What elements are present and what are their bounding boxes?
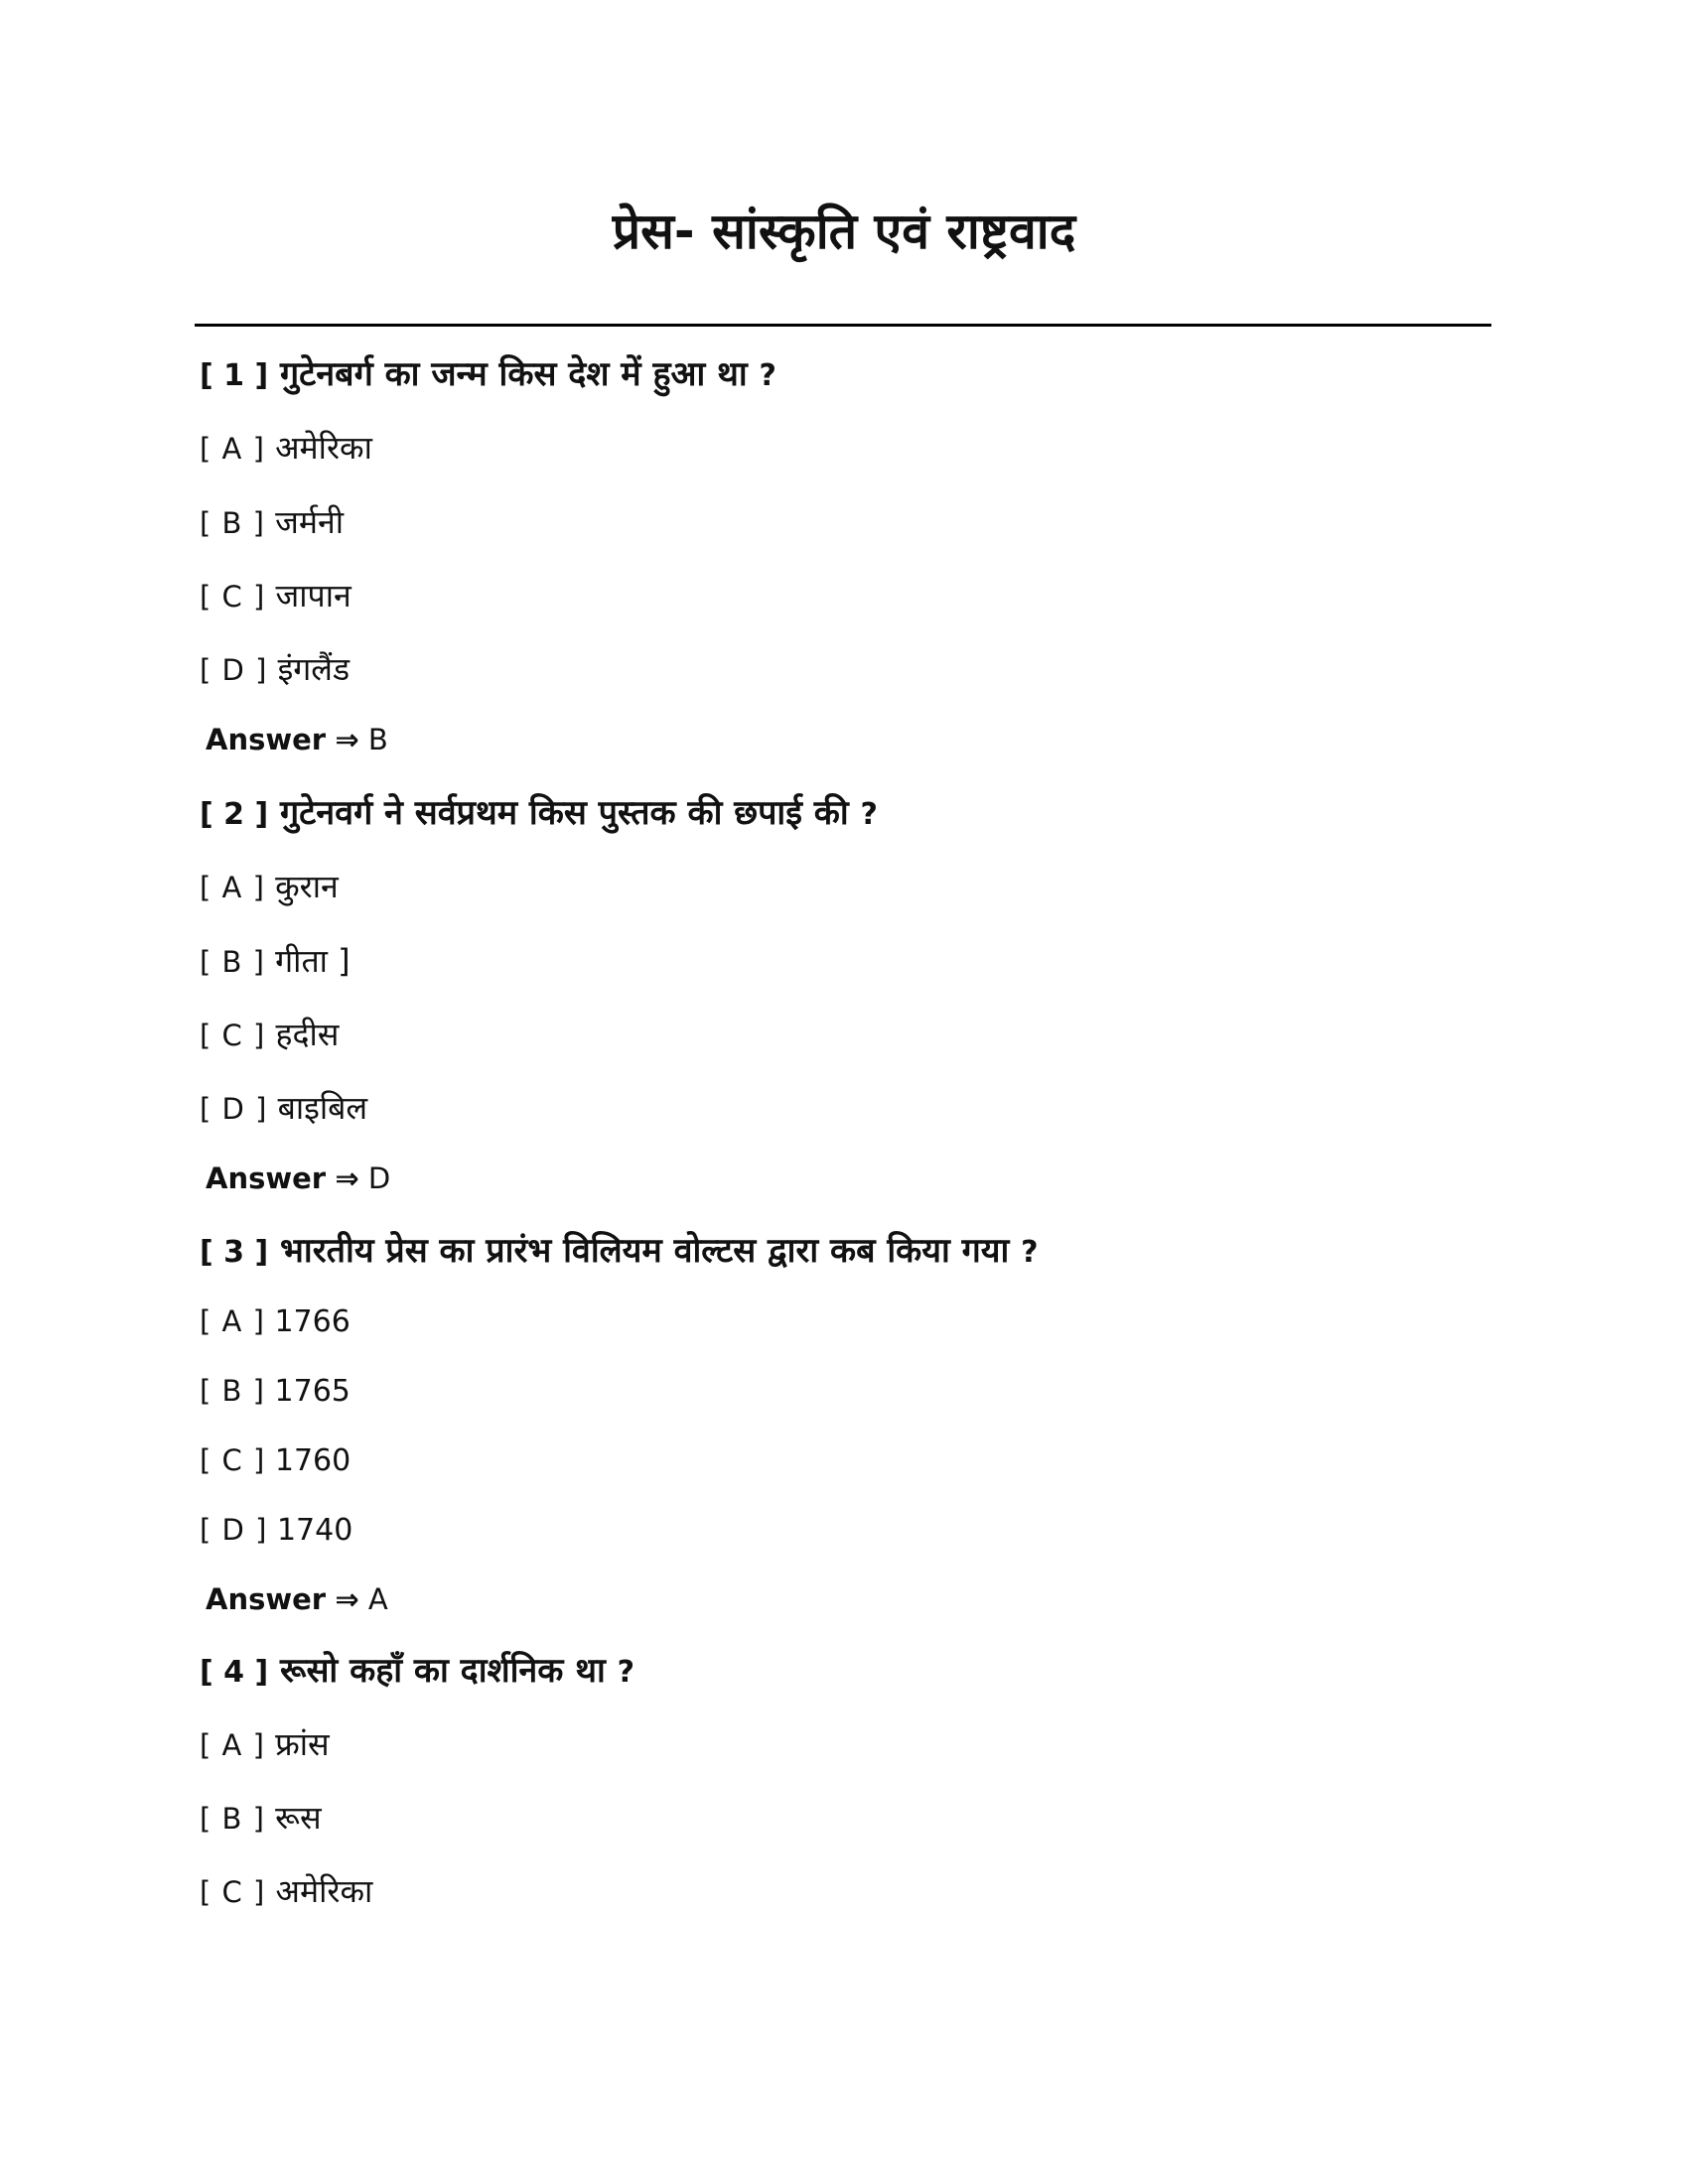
option-2c <box>200 1012 339 1058</box>
option-2d <box>200 1085 367 1132</box>
option-4b <box>200 1795 322 1842</box>
option-1d <box>200 646 350 693</box>
option-text: 1760 <box>274 1443 352 1478</box>
answer-label: Answer <box>206 1161 327 1195</box>
question-mark: ? <box>759 358 776 393</box>
option-marker: [ A ] <box>200 1304 265 1338</box>
option-3d <box>200 1507 352 1554</box>
option-text: फ्रांस <box>275 1725 330 1763</box>
answer-label: Answer <box>206 1582 327 1616</box>
option-4a <box>200 1721 330 1768</box>
question-text: भारतीय प्रेस का प्रारंभ विलियम वोल्टस द्वारा कब किया गया <box>280 1231 1010 1271</box>
option-marker: [ B ] <box>200 506 265 540</box>
question-text: गुटेनवर्ग ने सर्वप्रथम किस पुस्तक की छपाई की <box>280 793 849 833</box>
option-3b <box>200 1368 351 1415</box>
option-text: जर्मनी <box>275 503 345 541</box>
question-text: गुटेनबर्ग का जन्म किस देश में हुआ था <box>280 354 748 394</box>
option-marker: [ C ] <box>200 1875 266 1909</box>
option-text: 1766 <box>274 1304 351 1339</box>
question-4 <box>200 1648 634 1696</box>
answer-2 <box>206 1156 390 1201</box>
question-number: [ 3 ] <box>200 1235 269 1270</box>
option-1a <box>200 425 372 472</box>
option-4c <box>200 1868 372 1915</box>
question-2 <box>200 790 878 838</box>
question-1 <box>200 351 776 399</box>
answer-1 <box>206 717 388 762</box>
option-marker: [ A ] <box>200 871 265 904</box>
answer-value: B <box>367 723 388 756</box>
option-text: अमेरिका <box>275 429 372 467</box>
option-text: जापान <box>275 577 352 614</box>
page-title: प्रेस- सांस्कृति एवं राष्ट्रवाद <box>612 203 1076 260</box>
question-mark: ? <box>860 797 878 832</box>
answer-value: A <box>367 1582 388 1616</box>
question-number: [ 4 ] <box>200 1655 269 1690</box>
option-marker: [ D ] <box>200 1092 268 1126</box>
question-mark: ? <box>617 1655 635 1690</box>
option-2b <box>200 938 351 985</box>
option-text: रूस <box>275 1799 322 1837</box>
option-text: इंगलैंड <box>277 650 351 688</box>
question-text: रूसो कहाँ का दार्शनिक था <box>280 1651 606 1691</box>
option-marker: [ D ] <box>200 653 268 687</box>
answer-arrow-icon: ⇒ <box>335 723 359 756</box>
option-marker: [ B ] <box>200 1374 265 1408</box>
option-marker: [ A ] <box>200 432 265 466</box>
option-marker: [ C ] <box>200 1019 266 1052</box>
option-3a <box>200 1298 351 1345</box>
option-text: हदीस <box>275 1016 340 1053</box>
option-marker: [ A ] <box>200 1728 265 1762</box>
question-number: [ 1 ] <box>200 358 269 393</box>
option-marker: [ D ] <box>200 1513 268 1547</box>
option-marker: [ B ] <box>200 945 265 979</box>
answer-3 <box>206 1576 388 1622</box>
answer-arrow-icon: ⇒ <box>335 1582 359 1616</box>
question-number: [ 2 ] <box>200 797 269 832</box>
option-marker: [ C ] <box>200 1443 266 1477</box>
option-text: 1765 <box>274 1374 351 1409</box>
title-divider <box>195 324 1491 327</box>
option-1b <box>200 499 344 546</box>
option-marker: [ B ] <box>200 1802 265 1836</box>
option-text: कुरान <box>275 868 339 905</box>
answer-label: Answer <box>206 723 327 756</box>
option-3c <box>200 1437 351 1484</box>
answer-value: D <box>367 1161 391 1195</box>
option-text: 1740 <box>276 1513 353 1548</box>
option-1c <box>200 573 352 619</box>
option-marker: [ C ] <box>200 580 266 614</box>
answer-arrow-icon: ⇒ <box>335 1161 359 1195</box>
option-text: अमेरिका <box>275 1872 373 1910</box>
question-3 <box>200 1228 1039 1276</box>
option-text: गीता ] <box>275 942 351 980</box>
question-mark: ? <box>1021 1235 1039 1270</box>
option-text: बाइबिल <box>277 1089 368 1127</box>
option-2a <box>200 864 339 910</box>
